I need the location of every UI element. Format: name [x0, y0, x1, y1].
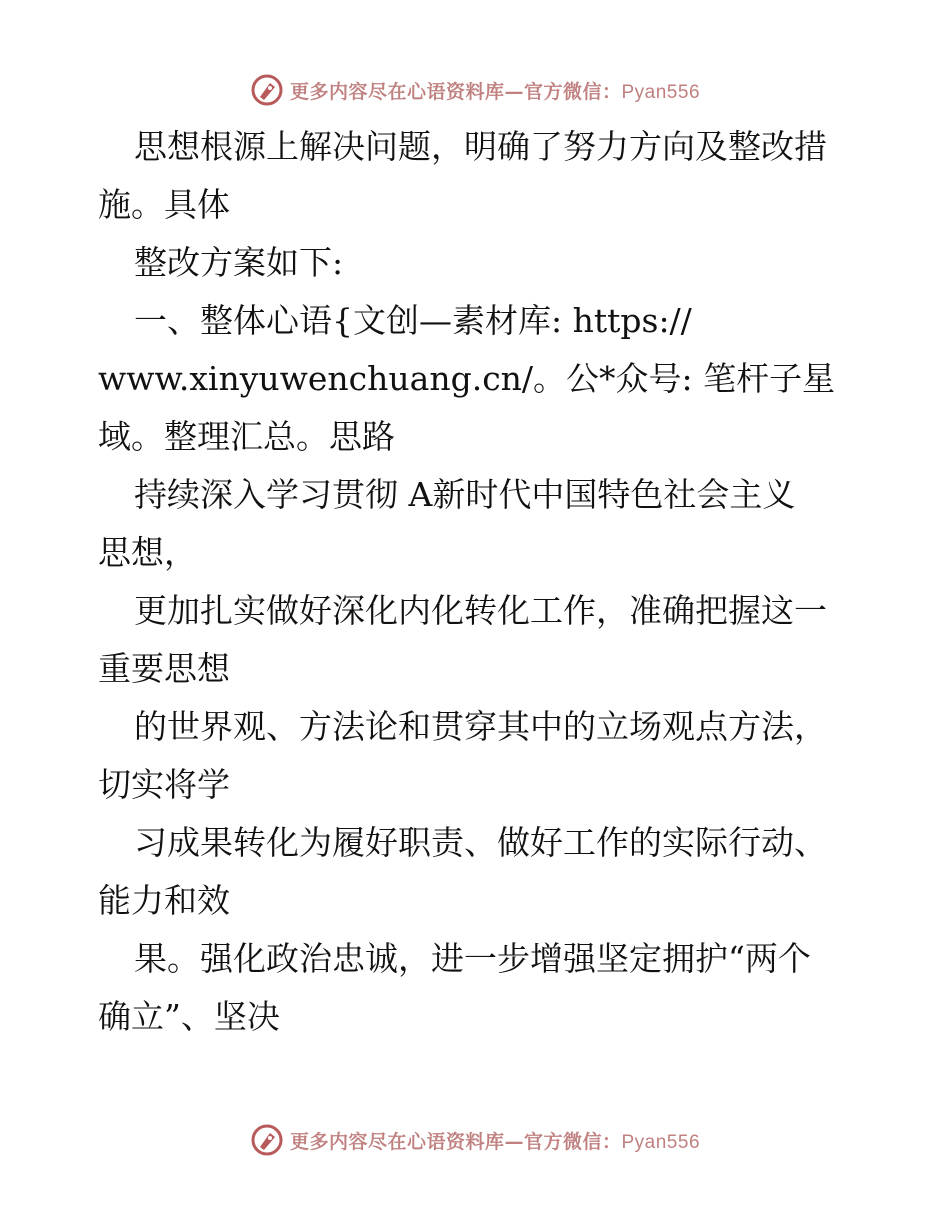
- body-text: [98, 118, 878, 1046]
- wechat-id: Pyan556: [621, 1131, 701, 1153]
- header-banner-text: 更多内容尽在心语资料库—官方微信：Pyan556: [289, 80, 701, 103]
- text-line: 重要思想: [98, 649, 230, 688]
- text-line: 持续深入学习贯彻 A新时代中国特色社会主义: [134, 475, 796, 514]
- text-line: 更加扎实做好深化内化转化工作，准确把握这一: [134, 591, 827, 630]
- text-line: 一、整体心语{文创—素材库: https://: [134, 301, 692, 340]
- text-line: 确立”、坚决: [98, 997, 280, 1036]
- text-line: 思想根源上解决问题，明确了努力方向及整改措: [134, 127, 827, 166]
- text-line: 思想，: [98, 533, 197, 572]
- footer-banner-text: 更多内容尽在心语资料库—官方微信：Pyan556: [289, 1130, 701, 1153]
- footer-banner: [0, 1120, 950, 1160]
- text-line: 的世界观、方法论和贯穿其中的立场观点方法，: [134, 707, 827, 746]
- pen-nib-logo-icon: [250, 1123, 284, 1157]
- header-banner: [0, 70, 950, 110]
- text-line: 切实将学: [98, 765, 230, 804]
- wechat-id: Pyan556: [621, 81, 701, 103]
- text-line: 整改方案如下:: [134, 243, 344, 282]
- text-line: 果。强化政治忠诚，进一步增强坚定拥护“两个: [134, 939, 811, 978]
- text-line: 域。整理汇总。思路: [98, 417, 395, 456]
- text-line: 习成果转化为履好职责、做好工作的实际行动、: [134, 823, 827, 862]
- text-line: www.xinyuwenchuang.cn/。公*众号: 笔杆子星: [98, 359, 836, 398]
- pen-nib-logo-icon: [250, 73, 284, 107]
- text-line: 能力和效: [98, 881, 230, 920]
- text-line: 施。具体: [98, 185, 230, 224]
